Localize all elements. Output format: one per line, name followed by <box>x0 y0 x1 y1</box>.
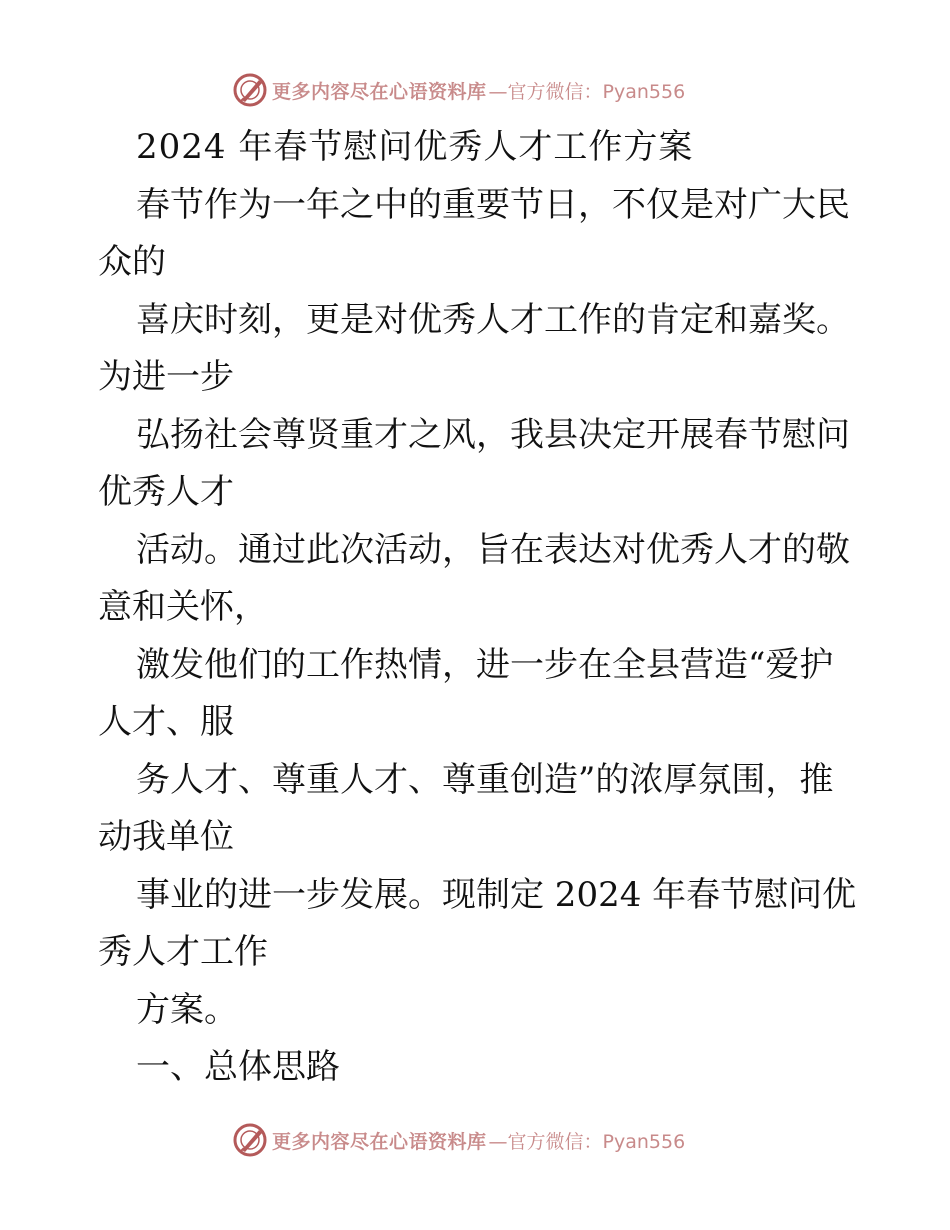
paragraph-line: 激发他们的工作热情，进一步在全县营造“爱护 <box>136 644 834 685</box>
paragraph-line: 春节作为一年之中的重要节日，不仅是对广大民 <box>136 184 850 225</box>
paragraph-line: 优秀人才 <box>98 472 234 512</box>
paragraph-line: 人才、服 <box>98 702 234 742</box>
paragraph-line: 弘扬社会尊贤重才之风，我县决定开展春节慰问 <box>136 414 850 455</box>
banner-wechat-text: —官方微信：Pyan556 <box>488 1130 686 1153</box>
quill-pen-logo-icon <box>232 1122 268 1158</box>
section-heading: 一、总体思路 <box>136 1047 340 1087</box>
paragraph-line: 意和关怀， <box>98 587 268 627</box>
paragraph-line: 众的 <box>98 242 166 282</box>
paragraph-line: 为进一步 <box>98 357 234 397</box>
paragraph-line: 务人才、尊重人才、尊重创造”的浓厚氛围，推 <box>136 759 834 800</box>
footer-banner <box>232 1120 685 1160</box>
paragraph-line: 喜庆时刻，更是对优秀人才工作的肯定和嘉奖。 <box>136 299 850 340</box>
banner-site-text: 更多内容尽在心语资料库 <box>272 80 487 103</box>
paragraph-line: 秀人才工作 <box>98 932 268 972</box>
paragraph-line: 活动。通过此次活动，旨在表达对优秀人才的敬 <box>136 529 850 570</box>
document-body <box>98 119 858 1097</box>
quill-pen-logo-icon <box>232 72 268 108</box>
paragraph-line: 方案。 <box>136 989 238 1030</box>
banner-site-text: 更多内容尽在心语资料库 <box>272 1130 487 1153</box>
paragraph-line: 动我单位 <box>98 817 234 857</box>
header-banner <box>232 70 685 110</box>
paragraph-line: 事业的进一步发展。现制定 2024 年春节慰问优 <box>136 874 857 915</box>
banner-wechat-text: —官方微信：Pyan556 <box>488 80 686 103</box>
document-title: 2024 年春节慰问优秀人才工作方案 <box>136 127 694 167</box>
